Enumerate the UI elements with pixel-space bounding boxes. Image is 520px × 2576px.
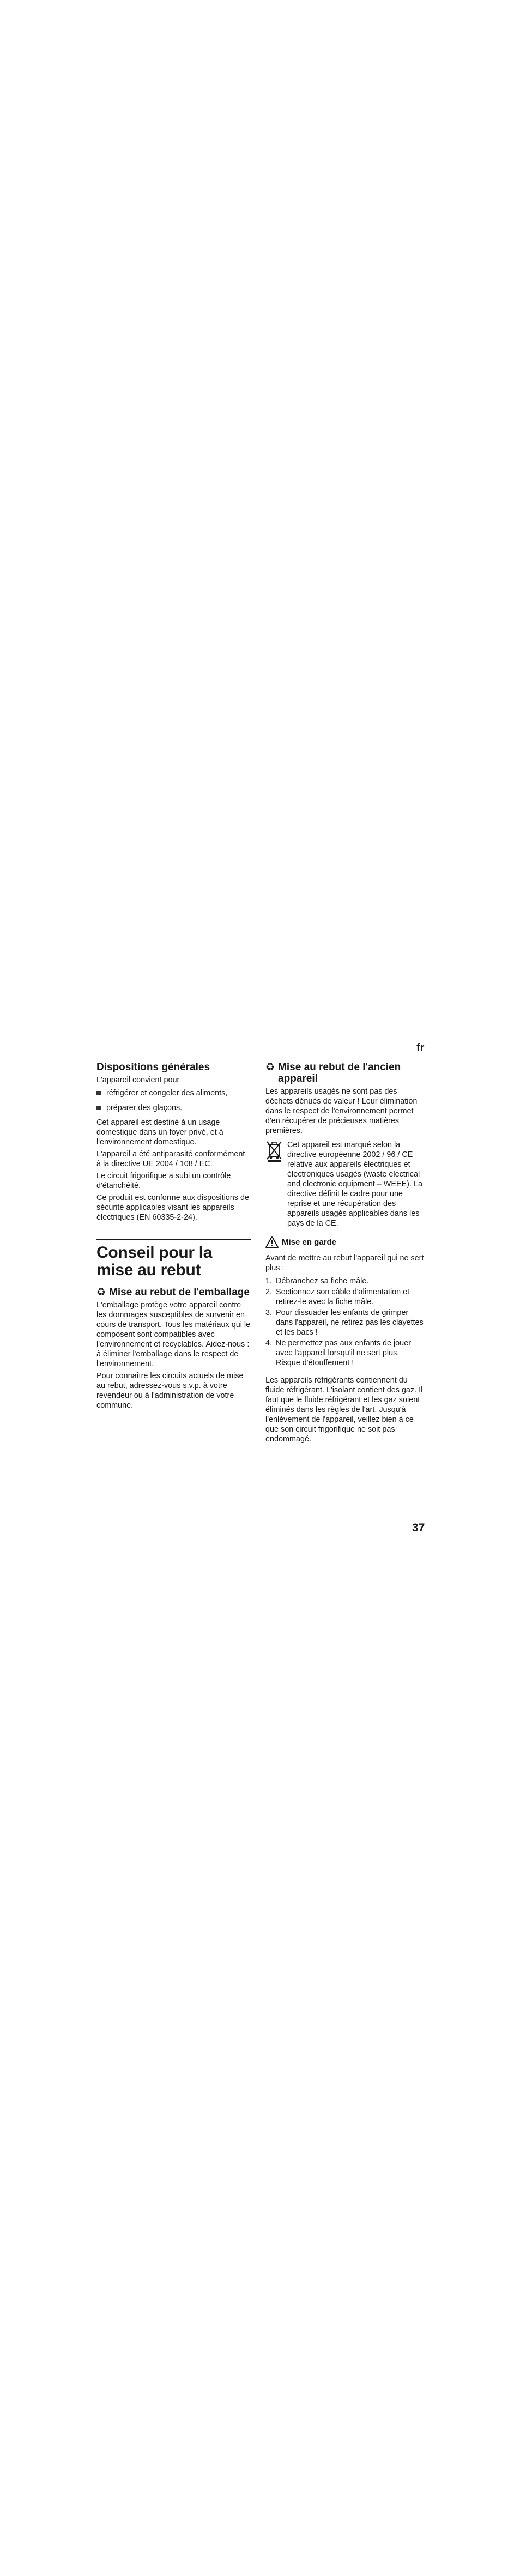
list-item: 4. Ne permettez pas aux enfants de jouer avec l'appareil lorsqu'il ne sert plus. Risque d'étouffement ! — [265, 1339, 411, 1367]
recycle-icon: ♻ — [96, 1287, 106, 1298]
weee-text: Cet appareil est marqué selon la directive européenne 2002 / 96 / CE relative aux appareils électriques et électroniques usagés (waste electrical and electronic equipment – WEEE). La directive définit le cadre pour une reprise et une récupération des appareils usagés applicables dans les pays de la CE. — [287, 1141, 422, 1228]
right-column — [265, 1062, 426, 1446]
list-item: 3. Pour dissuader les enfants de grimper dans l'appareil, ne retirez pas les clayettes et les bacs ! — [265, 1308, 424, 1337]
general-paragraph: Le circuit frigorifique a subi un contrôle d'étanchéité. — [96, 1172, 231, 1190]
weee-notice — [265, 1140, 426, 1228]
list-item: préparer des glaçons. — [96, 1103, 251, 1113]
recycle-icon: ♻ — [265, 1062, 275, 1073]
warning-intro: Avant de mettre au rebut l'appareil qui ne sert plus : — [265, 1254, 424, 1272]
language-tab: fr — [416, 1042, 425, 1054]
old-appliance-heading: ♻ Mise au rebut de l'ancien appareil — [265, 1062, 401, 1084]
warning-label: Mise en garde — [265, 1236, 426, 1248]
general-intro: L'appareil convient pour — [96, 1076, 180, 1084]
crossed-out-bin-icon — [265, 1140, 283, 1162]
general-paragraph: L'appareil a été antiparasité conformément à la directive UE 2004 / 108 / EC. — [96, 1150, 245, 1168]
list-item: 2. Sectionnez son câble d'alimentation et retirez-le avec la fiche mâle. — [265, 1288, 410, 1306]
general-paragraph: Ce produit est conforme aux dispositions de sécurité applicables visant les appareils électriques (EN 60335-2-24). — [96, 1193, 249, 1222]
bullet-square-icon — [96, 1106, 101, 1110]
usage-list — [96, 1088, 251, 1113]
list-item: 1. Débranchez sa fiche mâle. — [265, 1277, 369, 1286]
disposal-heading: Conseil pour la mise au rebut — [96, 1244, 213, 1279]
packaging-disposal-heading: ♻ Mise au rebut de l'emballage — [96, 1287, 250, 1298]
old-appliance-intro: Les appareils usagés ne sont pas des déchets dénués de valeur ! Leur élimination dans le respect de l'environnement permet d'en récupérer de précieuses matières premières. — [265, 1087, 418, 1135]
bullet-square-icon — [96, 1091, 101, 1095]
general-paragraph: Cet appareil est destiné à un usage domestique dans un foyer privé, et à l'environnement domestique. — [96, 1118, 223, 1147]
page-number: 37 — [412, 1522, 425, 1534]
packaging-paragraph: Pour connaître les circuits actuels de mise au rebut, adressez-vous s.v.p. à votre revendeur ou à l'administration de votre commune. — [96, 1372, 244, 1410]
disposal-steps — [265, 1276, 426, 1368]
general-provisions-heading: Dispositions générales — [96, 1062, 210, 1073]
left-column — [96, 1062, 251, 1413]
packaging-paragraph: L'emballage protège votre appareil contre les dommages susceptibles de survenir en cours de transport. Tous les matériaux qui le composent sont compatibles avec l'environnement et recyclables. Aidez-nous : à éliminer l'emballage dans le respect de l'environnement. — [96, 1301, 251, 1368]
section-divider — [96, 1239, 251, 1240]
refrigerant-paragraph: Les appareils réfrigérants contiennent du fluide réfrigérant. L'isolant contient des gaz. Il faut que le fluide réfrigérant et les gaz soient éliminés dans les règles de l'art. Jusqu'à l'enlèvement de l'appareil, veillez bien à ce que son circuit frigorifique ne soit pas endommagé. — [265, 1376, 423, 1444]
warning-triangle-icon — [265, 1236, 279, 1248]
list-item: réfrigérer et congeler des aliments, — [96, 1088, 251, 1098]
